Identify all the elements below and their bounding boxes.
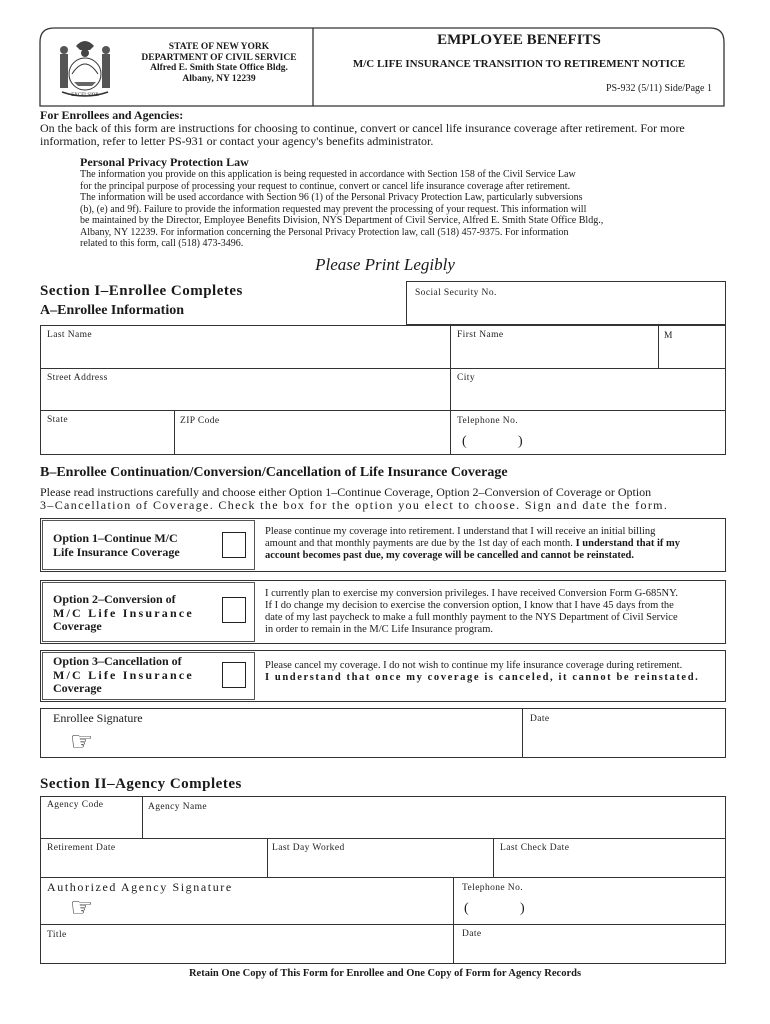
pointing-hand-icon: ☞ (70, 727, 94, 756)
grid-divider (267, 838, 268, 877)
retirement-date-input[interactable] (42, 855, 265, 875)
last-check-label: Last Check Date (500, 843, 570, 853)
auth-signature-input[interactable] (100, 895, 450, 922)
grid-divider (142, 796, 143, 838)
section1-title: Section I–Enrollee Completes (40, 283, 243, 299)
privacy-line: The information will be used accordance with Section 96 (1) of the Personal Privacy Protection Law, particularly subversions (80, 192, 583, 203)
grid-divider (40, 410, 726, 411)
title-label: Title (47, 930, 67, 940)
enrollee-date-label: Date (530, 714, 550, 724)
last-name-label: Last Name (47, 330, 93, 340)
grid-divider (174, 410, 175, 455)
grid-divider (40, 877, 726, 878)
option1-title-b: Life Insurance Coverage (53, 545, 180, 559)
agency-date-label: Date (462, 929, 482, 939)
option2-title-b: M/C Life Insurance (53, 605, 194, 620)
option2-title (53, 593, 194, 634)
privacy-line: The information you provide on this application is being requested in accordance with Section 158 of the Civil Service Law (80, 169, 576, 180)
option2-text-b: If I do change my decision to exercise the conversion option, I know that I have 45 days from the (265, 600, 674, 611)
option3-text (265, 660, 699, 684)
zip-label: ZIP Code (180, 416, 220, 426)
retirement-date-label: Retirement Date (47, 843, 116, 853)
option3-title (53, 655, 194, 696)
department-name: DEPARTMENT OF CIVIL SERVICE (141, 52, 297, 63)
last-name-input[interactable] (42, 342, 448, 366)
privacy-line: (b), (e) and 9f). Failure to provide the information requested may prevent the processing of your request. This information will (80, 203, 587, 215)
option3-text-a: Please cancel my coverage. I do not wish to continue my life insurance coverage during retirement. (265, 660, 683, 671)
agency-phone-input[interactable] (456, 897, 724, 922)
city-input[interactable] (452, 386, 724, 408)
option2-title-c: Coverage (53, 619, 102, 633)
option2-text (265, 588, 678, 636)
option3-title-c: Coverage (53, 681, 102, 695)
option1-text-b: amount and that monthly payments are due by the 1st day of each month. (265, 538, 573, 549)
state-label: State (47, 415, 68, 425)
option1-title-a: Option 1–Continue M/C (53, 531, 178, 545)
city-address: Albany, NY 12239 (182, 73, 256, 84)
privacy-line: Albany, NY 12239. For information concerning the Personal Privacy Protection law, call (518) 457-9375. For information (80, 226, 569, 238)
option3-text-b: I understand that once my coverage is canceled, it cannot be reinstated. (265, 672, 700, 683)
last-day-input[interactable] (269, 855, 491, 875)
intro-line-2: information, refer to letter PS-931 or contact your agency's benefits administrator. (40, 134, 434, 148)
street-label: Street Address (47, 373, 108, 383)
phone-input[interactable] (452, 430, 724, 453)
city-label: City (457, 373, 475, 383)
sectionB-title: B–Enrollee Continuation/Conversion/Cancellation of Life Insurance Coverage (40, 465, 508, 480)
privacy-heading: Personal Privacy Protection Law (80, 155, 249, 169)
option2-title-a: Option 2–Conversion of (53, 592, 176, 606)
agency-code-label: Agency Code (47, 800, 104, 810)
street-input[interactable] (42, 386, 448, 408)
grid-divider (40, 368, 726, 369)
option3-title-b: M/C Life Insurance (53, 667, 194, 682)
grid-divider (493, 838, 494, 877)
option1-title (53, 531, 180, 559)
last-day-label: Last Day Worked (272, 843, 345, 853)
state-name: STATE OF NEW YORK (168, 42, 270, 52)
form-subtitle: M/C LIFE INSURANCE TRANSITION TO RETIREMENT NOTICE (352, 58, 686, 70)
grid-divider (658, 325, 659, 368)
privacy-text (80, 169, 603, 250)
phone-paren-open: ( (462, 434, 467, 449)
ssn-field[interactable] (406, 281, 726, 325)
phone-label: Telephone No. (457, 416, 518, 426)
option2-text-d: in order to remain in the M/C Life Insurance program. (265, 624, 494, 635)
enrollee-signature-label: Enrollee Signature (53, 711, 143, 725)
first-name-label: First Name (457, 330, 504, 340)
grid-divider (40, 838, 726, 839)
option1-checkbox[interactable] (222, 532, 246, 558)
enrollee-signature-input[interactable] (100, 726, 520, 756)
mi-label: M (664, 331, 673, 341)
zip-input[interactable] (176, 428, 448, 453)
agency-phone-label: Telephone No. (462, 883, 523, 893)
agency-code-input[interactable] (42, 812, 140, 836)
form-title: EMPLOYEE BENEFITS (437, 32, 601, 48)
privacy-line: be maintained by the Director, Employee Benefits Division, NYS Department of Civil Service, Alfred E. Smith State Office Bldg., (80, 215, 604, 226)
mi-input[interactable] (660, 344, 724, 366)
grid-divider (450, 325, 451, 455)
option1-text-b-bold: I understand that if my (575, 538, 680, 549)
grid-divider (453, 877, 454, 964)
nys-seal-icon (52, 34, 118, 100)
section2-title: Section II–Agency Completes (40, 776, 242, 792)
agency-date-input[interactable] (456, 942, 724, 962)
ssn-label: Social Security No. (415, 288, 497, 298)
form-id: PS-932 (5/11) Side/Page 1 (605, 83, 712, 94)
option1-text-c: account becomes past due, my coverage will be cancelled and cannot be reinstated. (265, 550, 635, 561)
intro-line-1: On the back of this form are instructions for choosing to continue, convert or cancel life insurance coverage after retirement. For more (40, 121, 685, 135)
pointing-hand-icon: ☞ (70, 893, 94, 922)
last-check-input[interactable] (495, 855, 724, 875)
intro-heading: For Enrollees and Agencies: (40, 108, 184, 122)
option2-checkbox[interactable] (222, 597, 246, 623)
option1-text (265, 526, 680, 562)
agency-phone-paren-close: ) (520, 901, 525, 916)
building-name: Alfred E. Smith State Office Bldg. (150, 63, 288, 73)
grid-divider (522, 708, 523, 758)
privacy-line: for the principal purpose of processing your request to continue, convert or cancel life insurance coverage after retirement. (80, 180, 571, 192)
section1-subtitle: A–Enrollee Information (40, 303, 185, 318)
title-input[interactable] (42, 942, 451, 962)
state-input[interactable] (42, 428, 172, 453)
option3-checkbox[interactable] (222, 662, 246, 688)
option3-title-a: Option 3–Cancellation of (53, 654, 182, 668)
phone-paren-close: ) (518, 434, 523, 449)
print-legibly: Please Print Legibly (315, 255, 455, 274)
seal-motto: EXCELSIOR (71, 93, 99, 98)
agency-address (124, 42, 314, 84)
agency-phone-paren-open: ( (464, 901, 469, 916)
enrollee-date-input[interactable] (525, 728, 724, 756)
sectionB-line-2: 3–Cancellation of Coverage. Check the box for the option you elect to choose. Sign and date the form. (40, 498, 669, 512)
privacy-line: related to this form, call (518) 473-3496. (80, 238, 244, 249)
option2-text-a: I currently plan to exercise my conversion privileges. I have received Conversion Form G-685NY. (265, 588, 678, 599)
agency-name-input[interactable] (144, 814, 724, 836)
agency-name-label: Agency Name (148, 802, 208, 812)
first-name-input[interactable] (452, 342, 656, 366)
option1-text-a: Please continue my coverage into retirement. I understand that I will receive an initial billing (265, 526, 656, 537)
footer-note: Retain One Copy of This Form for Enrollee and One Copy of Form for Agency Records (188, 968, 582, 979)
auth-signature-label: Authorized Agency Signature (47, 880, 233, 894)
option2-text-c: date of my last paycheck to make a full monthly payment to the NYS Department of Civil Service (265, 612, 678, 623)
grid-divider (40, 924, 726, 925)
sectionB-line-1: Please read instructions carefully and choose either Option 1–Continue Coverage, Option 2–Conversion of Coverage or Option (40, 485, 652, 499)
